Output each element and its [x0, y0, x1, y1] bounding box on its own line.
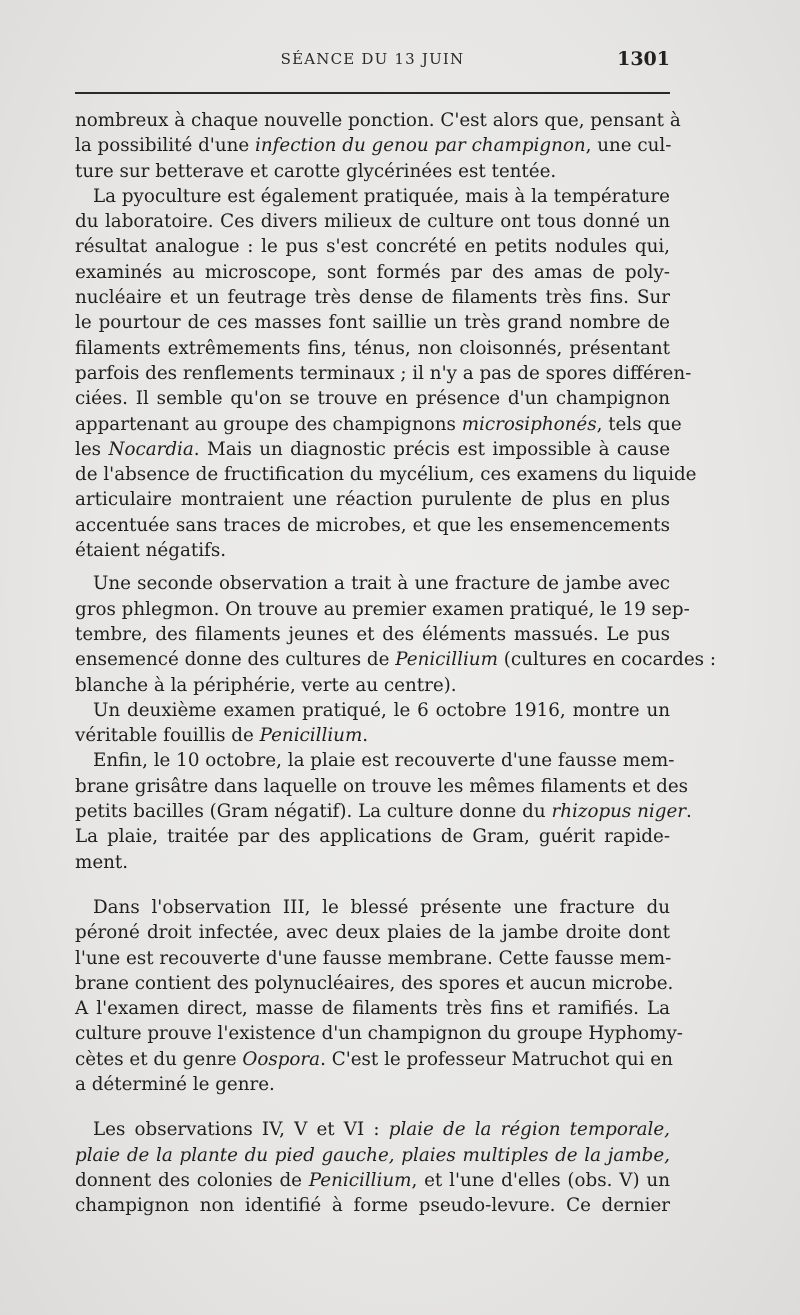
text-line: [75, 133, 670, 158]
text-line: l'une est recouverte d'une fausse membrane. Cette fausse mem-: [75, 947, 672, 969]
paragraph-5: [75, 748, 692, 874]
section-gap: [75, 1097, 670, 1117]
italic-run: microsiphonés: [461, 413, 597, 435]
text-line: brane contient des polynucléaires, des spores et aucun microbe.: [75, 972, 674, 994]
text-run: , tels que: [596, 413, 682, 435]
text-run: donnent des colonies de: [75, 1169, 309, 1191]
text-line: brane grisâtre dans laquelle on trouve les mêmes filaments et des: [75, 775, 689, 797]
text-line: [75, 1117, 670, 1142]
text-line: champignon non identifié à forme pseudo-levure. Ce dernier: [75, 1195, 670, 1217]
text-line: ture sur betterave et carotte glycérinées est tentée.: [75, 160, 557, 182]
text-line: tembre, des filaments jeunes et des éléments massués. Le pus: [75, 623, 670, 645]
body-text: [75, 108, 716, 1218]
text-line: gros phlegmon. On trouve au premier examen pratiqué, le 19 sep-: [75, 598, 690, 620]
text-line: Dans l'observation III, le blessé présente une fracture du: [93, 896, 670, 918]
text-line: [75, 647, 716, 672]
text-line: articulaire montraient une réaction purulente de plus en plus: [75, 489, 670, 511]
page-number: 1301: [617, 48, 670, 70]
text-line: péroné droit infectée, avec deux plaies de la jambe droite dont: [75, 922, 670, 944]
text-run: . Mais un diagnostic précis est impossible à cause: [193, 438, 671, 460]
text-run: , et l'une d'elles (obs. V) un: [411, 1169, 670, 1191]
header-rule: [75, 92, 670, 94]
text-line: culture prouve l'existence d'un champignon du groupe Hyphomy-: [75, 1023, 683, 1045]
text-line: [75, 799, 692, 824]
text-run: la possibilité d'une: [75, 135, 256, 157]
text-line: La pyoculture est également pratiquée, mais à la température: [93, 185, 670, 207]
italic-run: Penicillium: [395, 649, 498, 671]
text-line: a déterminé le genre.: [75, 1073, 275, 1095]
text-run: Les observations IV, V et VI :: [93, 1119, 389, 1141]
text-line: [75, 412, 682, 437]
italic-run: plaie de la région temporale,: [388, 1119, 670, 1141]
text-run: .: [362, 725, 369, 747]
paragraph-1: [75, 108, 681, 184]
paragraph-2: [75, 184, 697, 563]
page-header: [75, 50, 670, 80]
text-run: . C'est le professeur Matruchot qui en: [320, 1048, 673, 1070]
italic-run: Nocardia: [108, 438, 194, 460]
text-run: véritable fouillis de: [75, 725, 260, 747]
text-line: étaient négatifs.: [75, 540, 227, 562]
text-line: de l'absence de fructification du mycélium, ces examens du liquide: [75, 464, 697, 486]
text-line: La plaie, traitée par des applications de Gram, guérit rapide-: [75, 826, 670, 848]
italic-run: Penicillium: [259, 725, 363, 747]
italic-run: rhizopus niger: [551, 801, 687, 823]
italic-run: infection du genou par champignon: [255, 135, 586, 157]
text-run: appartenant au groupe des champignons: [75, 413, 462, 435]
text-line: Un deuxième examen pratiqué, le 6 octobre 1916, montre un: [93, 699, 670, 721]
paragraph-gap: [75, 563, 670, 571]
text-line: [75, 723, 670, 748]
italic-run: Oospora: [242, 1048, 321, 1070]
text-run: , une cul-: [585, 135, 672, 157]
text-line: [75, 1047, 673, 1072]
text-run: .: [686, 801, 692, 823]
italic-run: plaie de la plante du pied gauche, plaies multiples de la jambe,: [75, 1144, 670, 1166]
text-line: [75, 1143, 670, 1168]
paragraph-4: [75, 698, 670, 749]
text-line: nucléaire et un feutrage très dense de filaments très fins. Sur: [75, 287, 670, 309]
paragraph-7: [75, 1117, 670, 1218]
text-run: ensemencé donne des cultures de: [75, 649, 396, 671]
text-run: cètes et du genre: [75, 1048, 243, 1070]
paragraph-6: [75, 895, 683, 1097]
text-line: le pourtour de ces masses font saillie un très grand nombre de: [75, 312, 670, 334]
text-line: blanche à la périphérie, verte au centre).: [75, 674, 457, 696]
text-line: ciées. Il semble qu'on se trouve en présence d'un champignon: [75, 388, 670, 410]
text-run: les: [75, 438, 109, 460]
text-line: parfois des renflements terminaux ; il n'y a pas de spores différen-: [75, 362, 692, 384]
text-run: petits bacilles (Gram négatif). La culture donne du: [75, 801, 552, 823]
text-line: nombreux à chaque nouvelle ponction. C'est alors que, pensant à: [75, 110, 681, 131]
text-line: Une seconde observation a trait à une fracture de jambe avec: [93, 573, 670, 595]
section-gap: [75, 875, 670, 895]
text-line: [75, 437, 670, 462]
italic-run: Penicillium: [308, 1169, 412, 1191]
paragraph-3: [75, 571, 716, 697]
text-line: [75, 1168, 670, 1193]
text-line: examinés au microscope, sont formés par des amas de poly-: [75, 261, 670, 283]
text-line: résultat analogue : le pus s'est concrété en petits nodules qui,: [75, 236, 670, 258]
text-line: accentuée sans traces de microbes, et que les ensemencements: [75, 514, 670, 536]
text-line: Enfin, le 10 octobre, la plaie est recouverte d'une fausse mem-: [93, 750, 675, 772]
text-line: ment.: [75, 851, 129, 873]
running-head: SÉANCE DU 13 JUIN: [280, 50, 465, 68]
text-line: filaments extrêmements fins, ténus, non cloisonnés, présentant: [75, 337, 670, 359]
text-line: A l'examen direct, masse de filaments très fins et ramifiés. La: [75, 998, 670, 1020]
text-line: du laboratoire. Ces divers milieux de culture ont tous donné un: [75, 211, 670, 233]
text-run: (cultures en cocardes :: [497, 649, 716, 671]
